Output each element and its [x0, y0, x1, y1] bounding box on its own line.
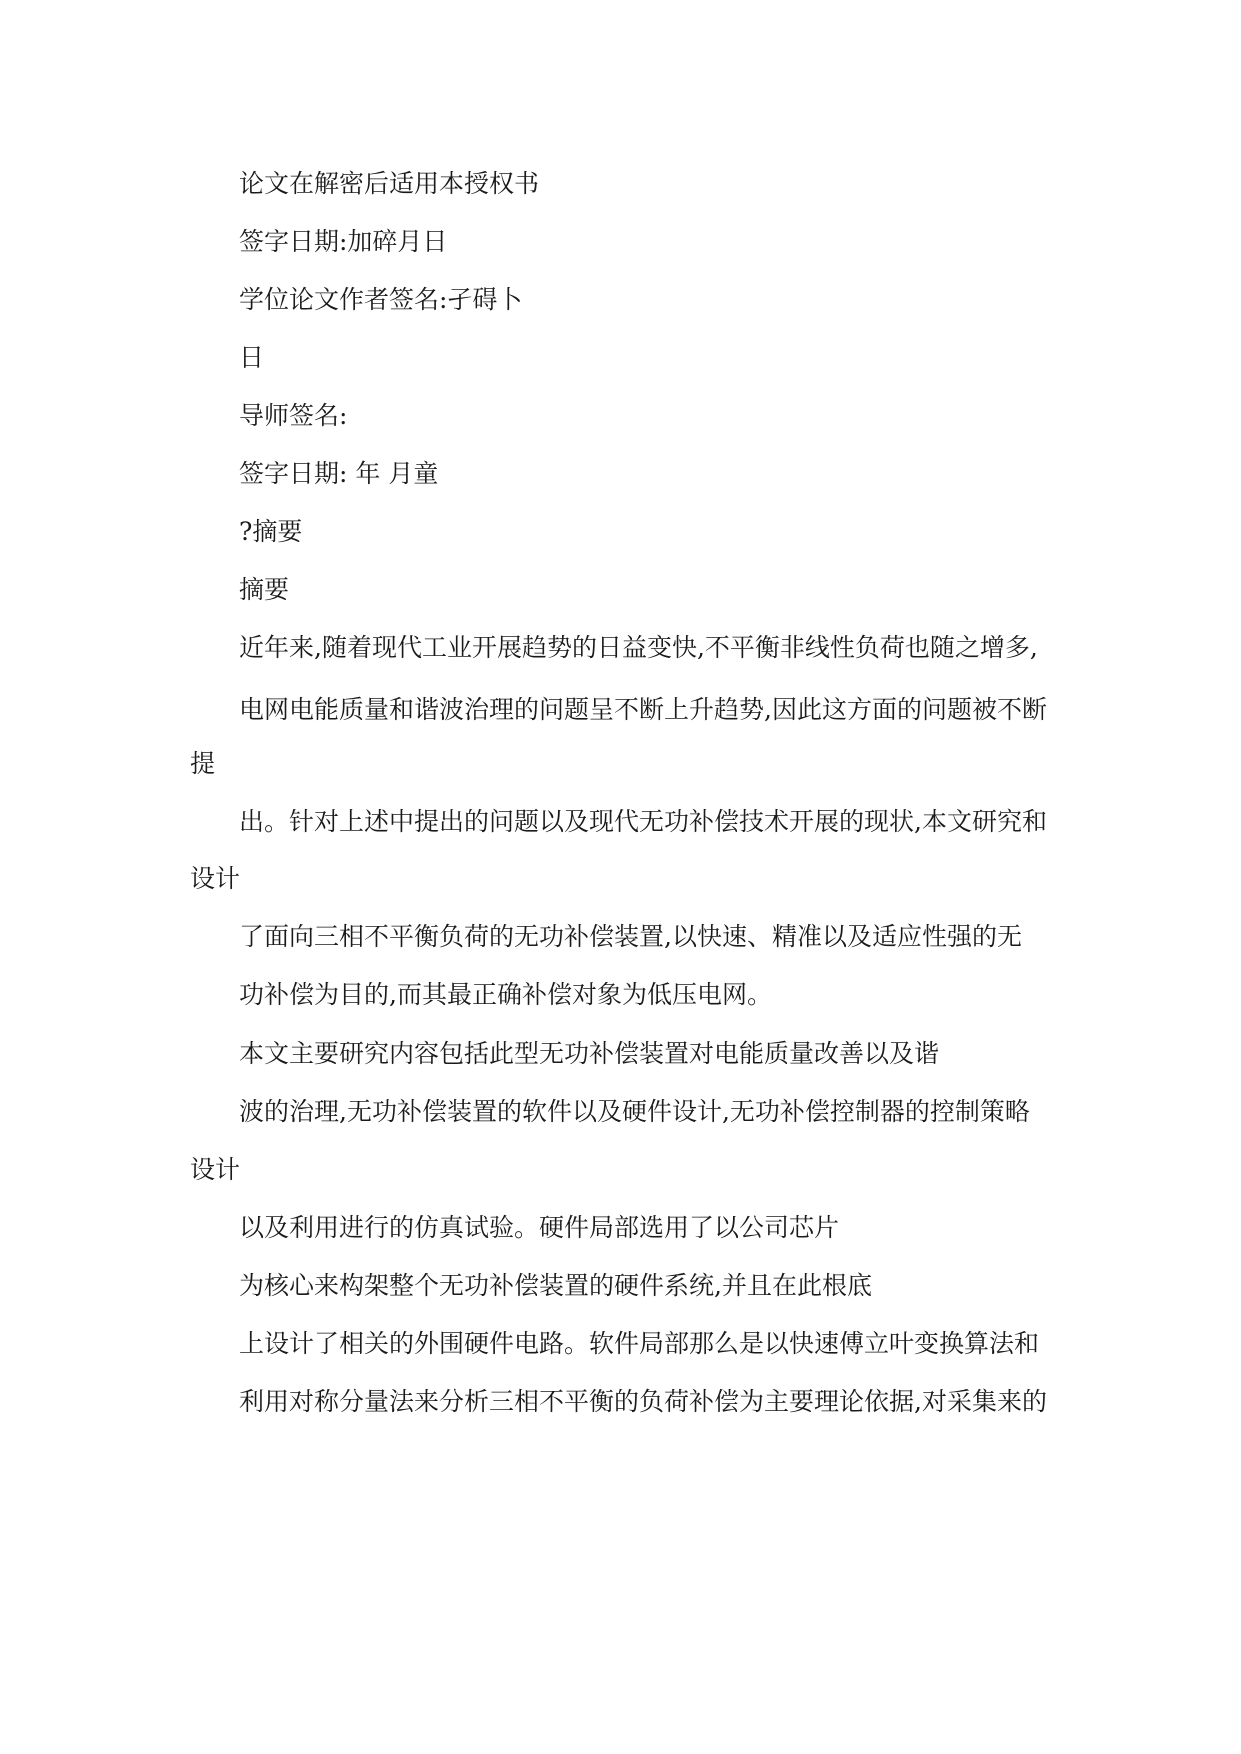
text-line-abstract-heading-marked: ?摘要	[239, 517, 303, 546]
text-line-paragraph-wrap: 提	[190, 749, 216, 778]
text-line-paragraph: 以及利用进行的仿真试验。硬件局部选用了以公司芯片	[239, 1213, 840, 1242]
text-line-paragraph: 利用对称分量法来分析三相不平衡的负荷补偿为主要理论依据,对采集来的	[239, 1387, 1047, 1416]
text-line-paragraph: 功补偿为目的,而其最正确补偿对象为低压电网。	[239, 980, 772, 1009]
text-line-day: 日	[239, 343, 265, 372]
text-line-author-signature: 学位论文作者签名:孑碍卜	[239, 285, 523, 314]
text-line-abstract-heading: 摘要	[239, 575, 290, 604]
text-line-paragraph: 近年来,随着现代工业开展趋势的日益变快,不平衡非线性负荷也随之增多,	[239, 633, 1038, 662]
text-line-paragraph: 上设计了相关的外围硬件电路。软件局部那么是以快速傅立叶变换算法和	[239, 1329, 1040, 1358]
text-line-advisor-sign-date: 签字日期: 年 月童	[239, 459, 439, 488]
text-line-paragraph: 出。针对上述中提出的问题以及现代无功补偿技术开展的现状,本文研究和	[239, 807, 1047, 836]
text-line-paragraph: 电网电能质量和谐波治理的问题呈不断上升趋势,因此这方面的问题被不断	[239, 695, 1047, 724]
text-line-paragraph-wrap: 设计	[190, 1155, 241, 1184]
text-line-paragraph: 本文主要研究内容包括此型无功补偿装置对电能质量改善以及谐	[239, 1039, 940, 1068]
text-line-paragraph-wrap: 设计	[190, 864, 241, 893]
text-line-paragraph: 为核心来构架整个无功补偿装置的硬件系统,并且在此根底	[239, 1271, 872, 1300]
text-line-advisor-signature: 导师签名:	[239, 401, 348, 430]
text-line-sign-date: 签字日期:加碎月日	[239, 227, 448, 256]
text-line-paragraph: 了面向三相不平衡负荷的无功补偿装置,以快速、精准以及适应性强的无	[239, 922, 1022, 951]
text-line-authorization: 论文在解密后适用本授权书	[239, 169, 540, 198]
text-line-paragraph: 波的治理,无功补偿装置的软件以及硬件设计,无功补偿控制器的控制策略	[239, 1097, 1030, 1126]
